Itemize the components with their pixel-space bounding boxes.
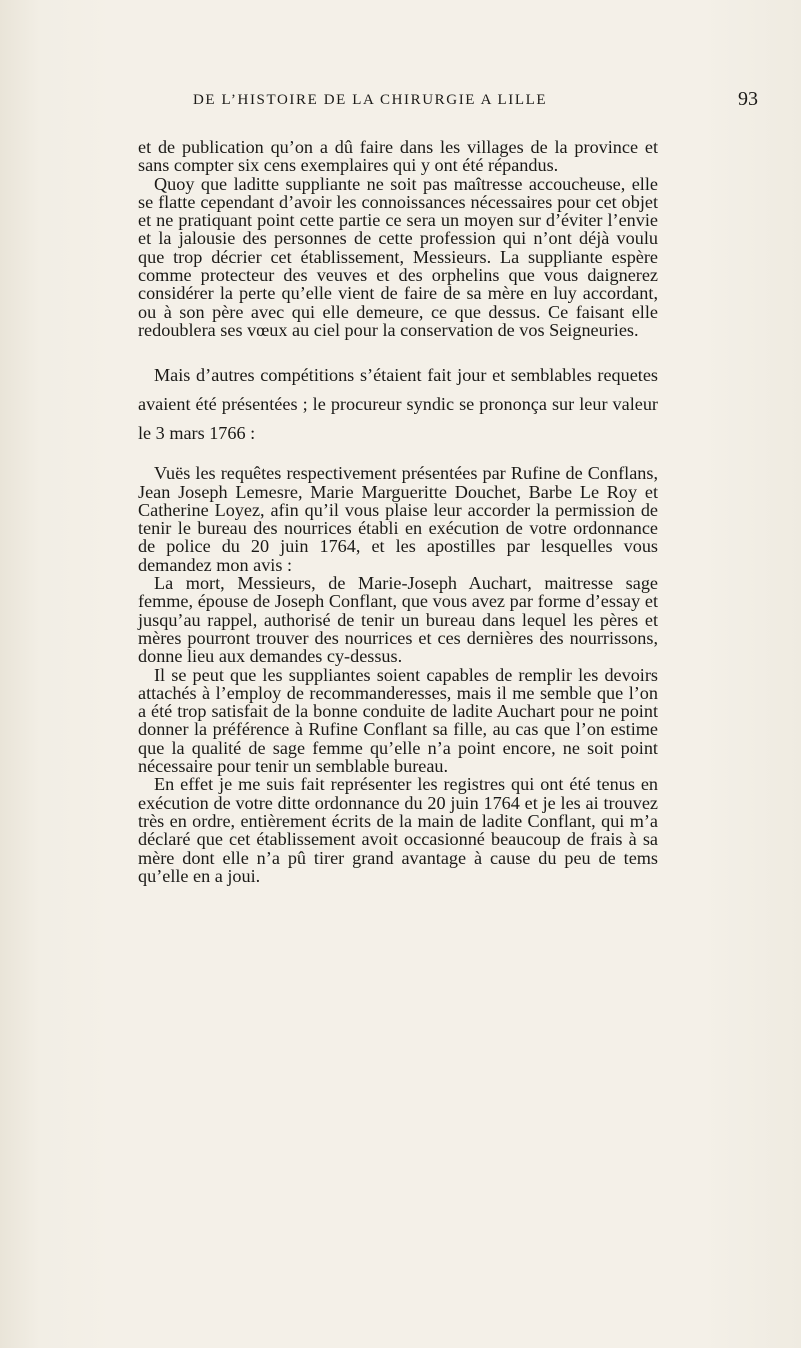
paragraph-registers: En effet je me suis fait représenter les registres qui ont été tenus en exécution de votre ditte ordonnance du 20 juin 1764 et je les ai trouvez très en ordre, entièrement écrits de la main de ladite Conflant, qui m’a déclaré que cet établissement avoit occasionné beaucoup de frais à sa mère dont elle n’a pû tirer grand avantage à cause du peu de tems qu’elle en a joui.	[138, 774, 658, 886]
page-number: 93	[738, 88, 758, 110]
running-head: DE L’HISTOIRE DE LA CHIRURGIE A LILLE	[193, 92, 548, 108]
paragraph-continuation: et de publication qu’on a dû faire dans les villages de la province et sans compter six cens exemplaires qui y ont été répandus.	[138, 137, 658, 176]
paragraph-petition-quote: Quoy que laditte suppliante ne soit pas maîtresse accoucheuse, elle se flatte cependant d’avoir les connoissances nécessaires pour cet objet et ne pratiquant point cette partie ce sera un moyen sur d’éviter l’envie et la jalousie des personnes de cette profession qui n’ont déjà voulu que trop décrier cet établissement, Messieurs. La suppliante espère comme protecteur des veuves et des orphelins que vous daignerez considérer la perte qu’elle vient de faire de sa mère en luy accordant, ou à son père avec qui elle demeure, ce que dessus. Ce faisant elle redoublera ses vœux au ciel pour la conservation de vos Seigneuries.	[138, 173, 658, 340]
paragraph-narrative: Mais d’autres compétitions s’étaient fait jour et semblables requetes avaient été présentées ; le procureur syndic se prononça sur leur valeur le 3 mars 1766 :	[138, 365, 658, 444]
paragraph-suppliants: Il se peut que les suppliantes soient capables de remplir les devoirs attachés à l’employ de recommanderesses, mais il me semble que l’on a été trop satisfait de la bonne conduite de ladite Auchart pour ne point donner la préférence à Rufine Conflant sa fille, au cas que l’on estime que la qualité de sage femme qu’elle n’a point encore, ne soit point nécessaire pour tenir un semblable bureau.	[138, 664, 658, 777]
paragraph-requests: Vuës les requêtes respectivement présentées par Rufine de Conflans, Jean Joseph Lemesre, Marie Margueritte Douchet, Barbe Le Roy et Catherine Loyez, afin qu’il vous plaise leur accorder la permission de tenir le bureau des nourrices établi en exécution de votre ordonnance de police du 20 juin 1764, et les apostilles par lesquelles vous demandez mon avis :	[138, 463, 658, 575]
body-text	[138, 138, 658, 885]
page-header	[193, 88, 793, 118]
paragraph-auchart-death: La mort, Messieurs, de Marie-Joseph Auchart, maitresse sage femme, épouse de Joseph Conflant, que vous avez par forme d’essay et jusqu’au rappel, authorisé de tenir un bureau dans lequel les pères et mères pourront trouver des nourrices et ces dernières des nourrissons, donne lieu aux demandes cy-dessus.	[138, 573, 658, 667]
